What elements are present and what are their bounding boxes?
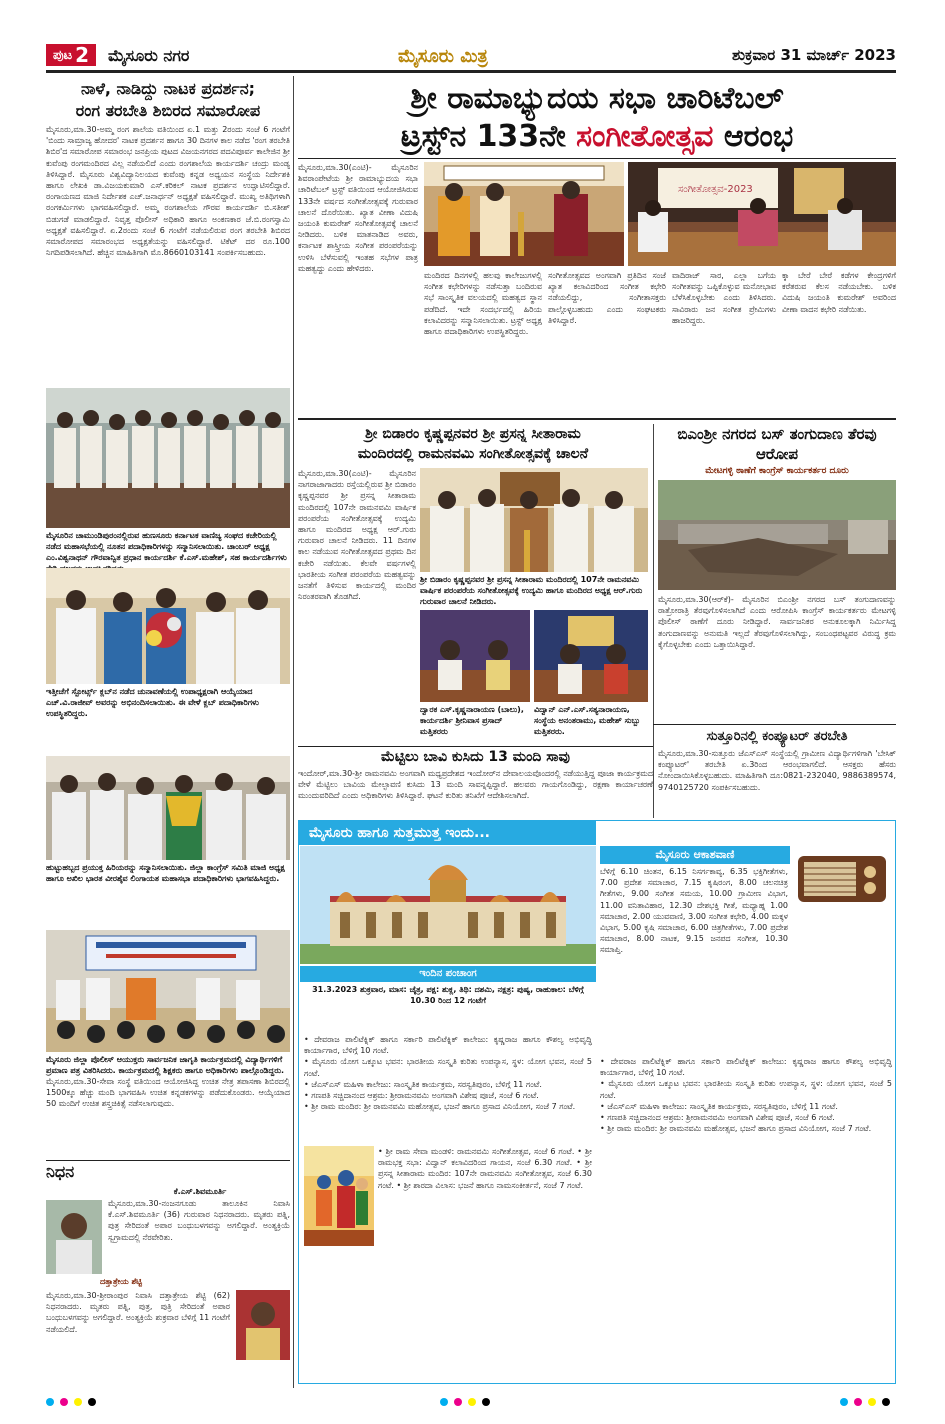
lead-headline-part-a: ಟ್ರಸ್ಟ್‌ನ 133ನೇ: [400, 119, 566, 154]
bus-shelter-photo: [658, 480, 896, 590]
bus-subhead: ಮೇಟಗಳ್ಳಿ ಠಾಣೆಗೆ ಕಾಂಗ್ರೆಸ್ ಕಾರ್ಯಕರ್ತರ ದೂರು: [705, 466, 849, 476]
sitarama-photo-violin: [534, 610, 648, 702]
chamber-caption: ಮೈಸೂರಿನ ಚಾಮುಂಡಿಪುರಂನಲ್ಲಿರುವ ಹುಣಸೂರು ಕರ್ನಾಟಕ ವಾಣಿಜ್ಯ ಸಂಘದ ಕಚೇರಿಯಲ್ಲಿ ನಡೆದ ಮಹಾಸಭೆಯಲ್ಲಿ ನೂತನ ಪದಾಧಿಕಾರಿಗಳನ್ನು ಸನ್ಮಾನಿಸಲಾಯಿತು. ಚಾಂಬರ್ ಅಧ್ಯಕ್ಷ ಎಂ.ವಿಶ್ವನಾಥನ್ ಗೌರವಾನ್ವಿತ ಪ್ರಧಾನ ಕಾರ್ಯದರ್ಶಿ ಕೆ.ಎಸ್.ಮಹೇಶ್, ಸಹ ಕಾರ್ಯದರ್ಶಿಗಳು: [46, 531, 287, 562]
sitarama-body: ಮೈಸೂರು,ಮಾ.30(ಎಂಟಿ)- ಮೈಸೂರಿನ ನಾಗರಾಜಾಗಾದರು ರಸ್ತೆಯಲ್ಲಿರುವ ಶ್ರೀ ಬಿಡಾರಂ ಕೃಷ್ಣಪ್ಪನವರ ಶ್ರೀ ಪ್ರಸನ್ನ ಸೀತಾರಾಮ ಮಂದಿರದಲ್ಲಿ 107ನೇ ರಾಮನವಮಿ ವಾರ್ಷಿಕ ಪರಂಪರೆಯ ಸಂಗೀತೋತ್ಸವಕ್ಕೆ ಉದ್ಯಮಿ ಹಾಗೂ ಮಂದಿರದ ಅಧ್ಯಕ್ಷ ಆರ್.ಗುರು ಗುರುವಾರ ಚಾಲನೆ ನೀಡಿದರು. 11 ದಿನಗಳ ಕಾಲ ನಡೆಯುವ ಸಂಗೀತೋತ್ಸವದ ಪ್ರಥಮ ದಿನ ಕಚೇರಿ ನಡೆಯಿತು. ಕೆಲವೇ ವರ್ಷಗಳಲ್ಲಿ ಭಾರತೀಯ ಸಂಗೀತ ಪರಂಪರೆಯ ಮಹತ್ವವನ್ನು ಜನತೆಗೆ ತಿಳಿಸುವ ಕಾರ್ಯದಲ್ಲಿ ಮಂದಿರ ನಿರಂತರವಾಗಿ ತೊಡಗಿದೆ.: [298, 469, 416, 602]
masthead: ಮೈಸೂರು ಮಿತ್ರ: [398, 46, 488, 67]
lead-headline-part-c: ಆರಂಭ: [723, 119, 794, 154]
svg-text:ಸಂಗೀತೋತ್ಸವ-2023: ಸಂಗೀತೋತ್ಸವ-2023: [678, 184, 753, 195]
sitarama-caption-2a: ದ್ವಾರಕ ಎಸ್.ಕೃಷ್ಣನಾರಾಯಣ (ಬಾಲು), ಕಾರ್ಯದರ್ಶಿ ಶ್ರೀನಿವಾಸ ಪ್ರಸಾದ್ ಮತ್ತಿತರರು: [420, 705, 524, 736]
lead-bottom-rule: [298, 418, 896, 420]
panchanga-title: ಇಂದಿನ ಪಂಚಾಂಗ: [300, 966, 596, 982]
page-number: 2: [75, 43, 89, 67]
palace-image: [300, 846, 596, 964]
header-rule: [46, 70, 896, 73]
today-panel-title: ಮೈಸೂರು ಹಾಗೂ ಸುತ್ತಮುತ್ತ ಇಂದು...: [299, 821, 596, 845]
lead-col-5: ಕ್ಕಾ ಬೇರೆ ಬೇರೆ ಕಡೆಗಳ ಕೇಂದ್ರಗಳಿಗೆ ಕರೆತರುವ ಕೆಲಸ ನಡೆಯಬೇಕು. ಬಳಿಕ ವಿದುಷಿ ಜಯಂತಿ ಕುಮರೇಶ್ ಅವರಿಂದ ವೀಣಾ ವಾದನ ಕಛೇರಿ ನಡೆಯಿತು.: [782, 271, 896, 314]
lead-headline-line2: [298, 118, 896, 156]
today-events: • ದೇವರಾಜ ಪಾಲಿಟೆಕ್ನಿಕ್ ಹಾಗೂ ಸರ್ಕಾರಿ ಪಾಲಿಟೆಕ್ನಿಕ್ ಕಾಲೇಜು: ಕೃಷ್ಣರಾಜ ಹಾಗೂ ಕೌಶಲ್ಯ ಅಭಿವೃದ್ಧಿ ಕಾರ್ಯಾಗಾರ, ಬೆಳಿಗ್ಗೆ 10 ಗಂಟೆ. • ಮೈಸೂರು ಯೋಗ ಒಕ್ಕೂಟ ಭವನ: ಭಾರತೀಯ ಸಂಸ್ಕೃತಿ ಕುರಿತು ಉಪನ್ಯಾಸ, ಸ್ಥಳ: ಯೋಗ ಭವನ, ಸಂಜೆ 5 ಗಂಟೆ. • ಜೆಎಸ್ಎಸ್ ಮಹಿಳಾ ಕಾಲೇಜು: ಸಾಂಸ್ಕೃತಿಕ ಕಾರ್ಯಕ್ರಮ, ಸರಸ್ವತಿಪುರಂ, ಬೆಳಿಗ್ಗೆ 11 ಗಂಟೆ. • ಗಣಪತಿ ಸಚ್ಚಿದಾನಂದ ಆಶ್ರಮ: ಶ್ರೀರಾಮನವಮಿ ಅಂಗವಾಗಿ ವಿಶೇಷ ಪೂಜೆ, ಸಂಜೆ 6 ಗಂಟೆ. • ಶ್ರೀ ರಾಮ ಮಂದಿರ: ಶ್ರೀ ರಾಮನವಮಿ ಮಹೋತ್ಸವ, ಭಜನೆ ಹಾಗೂ ಪ್ರಸಾದ ವಿನಿಯೋಗ, ಸಂಜೆ 7 ಗಂಟೆ.: [304, 1035, 592, 1112]
obituary-rule: [46, 1160, 290, 1161]
color-registration-right: [840, 1398, 890, 1408]
sitarama-headline-line2: ಮಂದಿರದಲ್ಲಿ ರಾಮನವಮಿ ಸಂಗೀತೋತ್ಸವಕ್ಕೆ ಚಾಲನೆ: [357, 446, 589, 462]
bus-headline: ಬಿಎಂಶ್ರೀ ನಗರದ ಬಸ್ ತಂಗುದಾಣ ತೆರವು ಆರೋಪ: [677, 425, 877, 463]
obituary-photo-2: [236, 1290, 290, 1360]
page-label: ಪುಟ: [53, 47, 73, 63]
section-title: ಮೈಸೂರು ನಗರ: [108, 46, 190, 65]
lead-photo-concert: [628, 162, 896, 266]
left-story-body: ಮೈಸೂರು,ಮಾ.30-ಅಮ್ಮ ರಂಗ ಶಾಲೆಯ ವತಿಯಿಂದ ಏ.1 ಮತ್ತು 2ರಂದು ಸಂಜೆ 6 ಗಂಟೆಗೆ 'ಬಿಂದು ಸಾಮ್ರಾಜ್ಯ ಹೋದರ' ನಾಟಕ ಪ್ರದರ್ಶನ ಹಾಗೂ 30 ದಿನಗಳ ಕಾಲ ನಡೆದ 'ರಂಗ ತರಬೇತಿ ಶಿಬಿರ'ದ ಸಮಾರೋಪ ಸಮಾರಂಭ ಜನಪ್ರಿಯ ಪುಟದ ವಿಜಯನಗರದ ಪದವಿಪೂರ್ವ ಕಾಲೇಜಿನ ಶ್ರೀ ಕುವೆಂಪು ರಂಗಮಂದಿರದ ವಿಲ್ಲ ನಡೆಯಲಿದೆ ಎಂದು ರಂಗಶಾಲೆಯ ಕಾರ್ಯದರ್ಶಿ ಚಂದ್ರು ಮಂಡ್ಯ ತಿಳಿಸಿದ್ದಾರೆ. ಮೈಸೂರು ವಿಶ್ವವಿದ್ಯಾನಿಲಯದ ಕುವೆಂಪು ಕನ್ನಡ ಅಧ್ಯಯನ ಸಂಸ್ಥೆಯ ನಿರ್ದೇಶಕಿ ಹಾಗೂ ಲೇಖಕಿ ಡಾ.ವಿಜಯಕುಮಾರಿ ಎಸ್.ಕರಿಕಲ್ ನಾಟಕ ಪ್ರದರ್ಶನ ಉದ್ಘಾಟಿಸಲಿದ್ದಾರೆ. ರಂಗಾಯಣದ ಮಾಜಿ ನಿರ್ದೇಶಕ ಎಚ್.ಜನಾರ್ಧನ್ ಅಧ್ಯಕ್ಷತೆ ವಹಿಸಲಿದ್ದಾರೆ. ಮುಖ್ಯ ಅತಿಥಿಗಳಾಗಿ ರಂಗಕರ್ಮಿಗಳು ಭಾಗವಹಿಸಲಿದ್ದಾರೆ. ಅಮ್ಮ ರಂಗಶಾಲೆಯ ಗೌರವ ಕಾರ್ಯದರ್ಶಿ ಬಿ.ಸತೀಶ್ ಬಿಡುಗಡೆ ಮಾಡಲಿದ್ದಾರೆ. ನಿವೃತ್ತ ಪೊಲೀಸ್ ಅಧಿಕಾರಿ ಹಾಗೂ ಅಂಕಣಕಾರ ಜೆ.ಬಿ.ರಂಗಸ್ವಾಮಿ ಅಧ್ಯಕ್ಷತೆ ವಹಿಸಲಿದ್ದಾರೆ. ಏ.2ರಂದು ಸಂಜೆ 6 ಗಂಟೆಗೆ ನಡೆಯಲಿರುವ ರಂಗ ತರಬೇತಿ ಶಿಬಿರದ ಸಮಾರೋಪದ ಸಮಾರಂಭದ ಅಧ್ಯಕ್ಷತೆಯನ್ನು ವಹಿಸಲಿದ್ದಾರೆ. ಟಿಕೆಟ್ ದರ ರೂ.100 ನಿಗದಿಪಡಿಸಲಾಗಿದೆ. ಹೆಚ್ಚಿನ ಮಾಹಿತಿಗಾಗಿ ಮೊ.8660103141 ಸಂಪರ್ಕಿಸಬಹುದು.: [46, 125, 290, 258]
bouquet-photo: [46, 568, 290, 684]
obituary-text-2: ಮೈಸೂರು,ಮಾ.30-ಶ್ರೀರಾಂಪುರ ನಿವಾಸಿ ದತ್ತಾತ್ರೇಯ ಶೆಟ್ಟಿ (62) ನಿಧನರಾದರು. ಮೃತರು ಪತ್ನಿ, ಪುತ್ರ, ಪುತ್ರಿ ಸೇರಿದಂತೆ ಅಪಾರ ಬಂಧುಬಳಗವನ್ನು ಅಗಲಿದ್ದಾರೆ. ಅಂತ್ಯಕ್ರಿಯೆ ಶುಕ್ರವಾರ ಬೆಳಿಗ್ಗೆ 11 ಗಂಟೆಗೆ ನಡೆಯಲಿದೆ.: [46, 1291, 230, 1334]
camp-photo: [46, 930, 290, 1052]
lead-rule: [298, 158, 896, 159]
obituary-text-1: ಮೈಸೂರು,ಮಾ.30-ನಂಜನಗೂಡು ತಾಲೂಕಿನ ನಿವಾಸಿ ಕೆ.ಎಸ್.ಶಿವಮೂರ್ತಿ (36) ಗುರುವಾರ ನಿಧನರಾದರು. ಮೃತರು ಪತ್ನಿ, ಪುತ್ರ ಸೇರಿದಂತೆ ಅಪಾರ ಬಂಧುಬಳಗವನ್ನು ಅಗಲಿದ್ದಾರೆ. ಅಂತ್ಯಕ್ರಿಯೆ ಸ್ವಗ್ರಾಮದಲ್ಲಿ ನೆರವೇರಿತು.: [108, 1199, 290, 1242]
lead-headline-line1: ಶ್ರೀ ರಾಮಾಭ್ಯುದಯ ಸಭಾ ಚಾರಿಟೆಬಲ್: [410, 81, 784, 116]
radio-schedule: ಬೆಳಿಗ್ಗೆ 6.10 ಚಿಂತನ, 6.15 ನಿಸರ್ಗಕಾವ್ಯ, 6.35 ಭಕ್ತಿಗೀತೆಗಳು, 7.00 ಪ್ರದೇಶ ಸಮಾಚಾರ, 7.15 ಕೃಷಿರಂಗ, 8.00 ಚಲನಚಿತ್ರ ಗೀತೆಗಳು, 9.00 ಸಂಗೀತ ಸಮಯ, 10.00 ಗ್ರಾಮೀಣ ವಿಭಾಗ, 11.00 ವನಿತಾವಿಹಾರ, 12.30 ದೇಶಭಕ್ತಿ ಗೀತೆ, ಮಧ್ಯಾಹ್ನ 1.00 ಸಮಾಚಾರ, 2.00 ಯುವವಾಣಿ, 3.00 ಸಂಗೀತ ಕಛೇರಿ, 4.00 ಮಕ್ಕಳ ವಿಭಾಗ, 5.00 ಕೃಷಿ ಸಮಾಚಾರ, 6.00 ಚಿತ್ರಗೀತೆಗಳು, 7.00 ಪ್ರದೇಶ ಸಮಾಚಾರ, 8.00 ನಾಟಕ, 9.15 ಜನಪದ ಸಂಗೀತ, 10.30 ಸಮಾಪ್ತಿ.: [600, 867, 788, 955]
bouquet-caption: ಇತ್ತೀಚೆಗೆ ಸ್ಪೋರ್ಟ್ಸ್ ಕ್ಲಬ್‌ನ ನಡೆದ ಚುನಾವಣೆಯಲ್ಲಿ ಉಪಾಧ್ಯಕ್ಷರಾಗಿ ಆಯ್ಕೆಯಾದ ಎಚ್.ವಿ.ರಾಜೀವ್ ಅವರನ್ನು ಅಭಿನಂದಿಸಲಾಯಿತು. ಈ ವೇಳೆ ಕ್ಲಬ್ ಪದಾಧಿಕಾರಿಗಳು ಉಪಸ್ಥಿತರಿದ್ದರು.: [46, 687, 259, 718]
lead-headline-part-b: ಸಂಗೀತೋತ್ಸವ: [576, 119, 714, 154]
radio-title: ಮೈಸೂರು ಆಕಾಶವಾಣಿ: [600, 846, 790, 864]
bus-body: ಮೈಸೂರು,ಮಾ.30(ಆರ್‌ಕೆ)- ಮೈಸೂರಿನ ಬಿಎಂಶ್ರೀ ನಗರದ ಬಸ್ ತಂಗುದಾಣವನ್ನು ರಾತ್ರೋರಾತ್ರಿ ತೆರವುಗೊಳಿಸಲಾಗಿದೆ ಎಂದು ಆರೋಪಿಸಿ ಕಾಂಗ್ರೆಸ್ ಕಾರ್ಯಕರ್ತರು ಮೇಟಗಳ್ಳಿ ಪೊಲೀಸ್ ಠಾಣೆಗೆ ದೂರು ನೀಡಿದ್ದಾರೆ. ಸಾರ್ವಜನಿಕರ ಅನುಕೂಲಕ್ಕಾಗಿ ನಿರ್ಮಿಸಿದ್ದ ತಂಗುದಾಣವನ್ನು ಅನುಮತಿ ಇಲ್ಲದೆ ತೆರವುಗೊಳಿಸಲಾಗಿದ್ದು, ಸಂಬಂಧಪಟ್ಟವರ ವಿರುದ್ಧ ಕ್ರಮ ಕೈಗೊಳ್ಳಬೇಕು ಎಂದು ಒತ್ತಾಯಿಸಿದ್ದಾರೆ.: [658, 595, 896, 649]
panchanga-text: 31.3.2023 ಶುಕ್ರವಾರ, ಮಾಸ: ಚೈತ್ರ, ಪಕ್ಷ: ಶುಕ್ಲ, ತಿಥಿ: ದಶಮಿ, ನಕ್ಷತ್ರ: ಪುಷ್ಯ, ರಾಹುಕಾಲ: ಬೆಳಿಗ್ಗೆ 10.30 ರಿಂದ 12 ಗಂಟೆಗೆ: [312, 985, 584, 1005]
left-headline: [46, 78, 290, 122]
obituary-name-1: ಕೆ.ಎಸ್.ಶಿವಮೂರ್ತಿ: [173, 1187, 227, 1196]
lead-col-4: ವಾದಿರಾಜ್ ಸಾರ, ಎಲ್ಲಾ ಬಗೆಯ ಸಂಗೀತವನ್ನು ಒಪ್ಪಿಕೊಳ್ಳುವ ಮನೋಭಾವ ಬೆಳೆಸಿಕೊಳ್ಳಬೇಕು ಎಂದು ತಿಳಿಸಿದರು. ಸಾವಿರಾರು ಜನ ಸಂಗೀತ ಪ್ರೇಮಿಗಳು ಹಾಜರಿದ್ದರು.: [672, 271, 776, 325]
left-headline-line2: ರಂಗ ತರಬೇತಿ ಶಿಬಿರದ ಸಮಾರೋಪ: [75, 101, 261, 120]
lead-col-1: ಮೈಸೂರು,ಮಾ.30(ಎಂಟಿ)- ಮೈಸೂರಿನ ಶಿವರಾಂಪೇಟೆಯ ಶ್ರೀ ರಾಮಾಭ್ಯುದಯ ಸಭಾ ಚಾರಿಟೆಬಲ್ ಟ್ರಸ್ಟ್ ವತಿಯಿಂದ ಆಯೋಜಿಸಿರುವ 133ನೇ ವರ್ಷದ ಸಂಗೀತೋತ್ಸವಕ್ಕೆ ಗುರುವಾರ ಚಾಲನೆ ದೊರೆಯಿತು. ಖ್ಯಾತ ವೀಣಾ ವಿದುಷಿ ಜಯಂತಿ ಕುಮರೇಶ್ ಸಂಗೀತೋತ್ಸವಕ್ಕೆ ಚಾಲನೆ ನೀಡಿದರು. ಬಳಿಕ ಮಾತನಾಡಿದ ಅವರು, ಕರ್ನಾಟಕ ಶಾಸ್ತ್ರೀಯ ಸಂಗೀತ ಪರಂಪರೆಯನ್ನು ಉಳಿಸಿ ಬೆಳೆಸುವಲ್ಲಿ ಇಂತಹ ಸಭೆಗಳ ಪಾತ್ರ ಮಹತ್ವದ್ದು ಎಂದು ಹೇಳಿದರು.: [298, 163, 418, 273]
obituary-title: ನಿಧನ: [46, 1162, 75, 1181]
computer-rule: [653, 724, 896, 725]
group-photo-chamber: [46, 388, 290, 528]
well-rule: [298, 746, 653, 747]
well-headline: ಮೆಟ್ಟಿಲು ಬಾವಿ ಕುಸಿದು 13 ಮಂದಿ ಸಾವು: [381, 749, 570, 765]
sitarama-photo-vocal: [420, 610, 530, 702]
today-events-3: • ದೇವರಾಜ ಪಾಲಿಟೆಕ್ನಿಕ್ ಹಾಗೂ ಸರ್ಕಾರಿ ಪಾಲಿಟೆಕ್ನಿಕ್ ಕಾಲೇಜು: ಕೃಷ್ಣರಾಜ ಹಾಗೂ ಕೌಶಲ್ಯ ಅಭಿವೃದ್ಧಿ ಕಾರ್ಯಾಗಾರ, ಬೆಳಿಗ್ಗೆ 10 ಗಂಟೆ. • ಮೈಸೂರು ಯೋಗ ಒಕ್ಕೂಟ ಭವನ: ಭಾರತೀಯ ಸಂಸ್ಕೃತಿ ಕುರಿತು ಉಪನ್ಯಾಸ, ಸ್ಥಳ: ಯೋಗ ಭವನ, ಸಂಜೆ 5 ಗಂಟೆ. • ಜೆಎಸ್ಎಸ್ ಮಹಿಳಾ ಕಾಲೇಜು: ಸಾಂಸ್ಕೃತಿಕ ಕಾರ್ಯಕ್ರಮ, ಸರಸ್ವತಿಪುರಂ, ಬೆಳಿಗ್ಗೆ 11 ಗಂಟೆ. • ಗಣಪತಿ ಸಚ್ಚಿದಾನಂದ ಆಶ್ರಮ: ಶ್ರೀರಾಮನವಮಿ ಅಂಗವಾಗಿ ವಿಶೇಷ ಪೂಜೆ, ಸಂಜೆ 6 ಗಂಟೆ. • ಶ್ರೀ ರಾಮ ಮಂದಿರ: ಶ್ರೀ ರಾಮನವಮಿ ಮಹೋತ್ಸವ, ಭಜನೆ ಹಾಗೂ ಪ್ರಸಾದ ವಿನಿಯೋಗ, ಸಂಜೆ 7 ಗಂಟೆ.: [600, 1057, 892, 1134]
computer-body: ಮೈಸೂರು,ಮಾ.30-ಸುತ್ತೂರು ಜೆಎಸ್‌ಎಸ್ ಸಂಸ್ಥೆಯಲ್ಲಿ ಗ್ರಾಮೀಣ ವಿದ್ಯಾರ್ಥಿಗಳಿಗಾಗಿ 'ಬೇಸಿಕ್ ಕಂಪ್ಯೂಟರ್' ತರಬೇತಿ ಏ.3ರಿಂದ ಆರಂಭವಾಗಲಿದೆ. ಆಸಕ್ತರು ಹೆಸರು ನೋಂದಾಯಿಸಿಕೊಳ್ಳಬಹುದು. ಮಾಹಿತಿಗಾಗಿ ದೂ:0821-232040, 9886389574, 9740125720 ಸಂಪರ್ಕಿಸಬಹುದು.: [658, 749, 896, 792]
camp-caption: ಮೈಸೂರು ಜಿಲ್ಲಾ ಪೊಲೀಸ್ ಆಯುಕ್ತರು ಸಾರ್ವಜನಿಕ ಜಾಗೃತಿ ಕಾರ್ಯಕ್ರಮದಲ್ಲಿ ವಿದ್ಯಾರ್ಥಿಗಳಿಗೆ ಪ್ರಮಾಣ ಪತ್ರ ವಿತರಿಸಿದರು. ಕಾರ್ಯಕ್ರಮದಲ್ಲಿ ಶಿಕ್ಷಕರು ಹಾಗೂ ಅಧಿಕಾರಿಗಳು ಪಾಲ್ಗೊಂಡಿದ್ದರು.: [46, 1055, 285, 1075]
color-registration-center: [440, 1398, 490, 1408]
color-registration-left: [46, 1398, 96, 1408]
lead-photo-lamp: [424, 162, 624, 266]
lead-col-2: ಮಂದಿರದ ದಿನಗಳಲ್ಲಿ ಹಲವು ಕಾಲೇಜುಗಳಲ್ಲಿ ಸಂಗೀತ ಕಛೇರಿಗಳನ್ನು ನಡೆಸುತ್ತಾ ಬಂದಿರುವ ಸಭೆ ಸಾಂಸ್ಕೃತಿಕ ವಲಯದಲ್ಲಿ ಮಹತ್ವದ ಸ್ಥಾನ ಪಡೆದಿದೆ. ಇದೇ ಸಂದರ್ಭದಲ್ಲಿ ಹಿರಿಯ ಕಲಾವಿದರನ್ನು ಸನ್ಮಾನಿಸಲಾಯಿತು. ಟ್ರಸ್ಟ್ ಅಧ್ಯಕ್ಷ ಹಾಗೂ ಪದಾಧಿಕಾರಿಗಳು ಉಪಸ್ಥಿತರಿದ್ದರು.: [424, 271, 542, 337]
page-number-badge: [46, 44, 96, 66]
obituary-name-2: ದತ್ತಾತ್ರೇಯ ಶೆಟ್ಟಿ: [100, 1277, 142, 1286]
mid-divider: [653, 424, 654, 818]
column-divider: [293, 76, 294, 1388]
lead-headline: [298, 80, 896, 156]
obituary-photo-1: [46, 1200, 102, 1274]
sitarama-headline-line1: ಶ್ರೀ ಬಿಡಾರಂ ಕೃಷ್ಣಪ್ಪನವರ ಶ್ರೀ ಪ್ರಸನ್ನ ಸೀತಾರಾಮ: [365, 426, 581, 442]
camp-story-body: ಮೈಸೂರು,ಮಾ.30-ಸೇವಾ ಸಂಸ್ಥೆ ವತಿಯಿಂದ ಆಯೋಜಿಸಿದ್ದ ಉಚಿತ ನೇತ್ರ ತಪಾಸಣಾ ಶಿಬಿರದಲ್ಲಿ 1500ಕ್ಕೂ ಹೆಚ್ಚು ಮಂದಿ ಭಾಗವಹಿಸಿ ಉಚಿತ ಕನ್ನಡಕಗಳನ್ನು ಪಡೆದುಕೊಂಡರು. ಆಯ್ಕೆಯಾದ 50 ಮಂದಿಗೆ ಉಚಿತ ಶಸ್ತ್ರಚಿಕಿತ್ಸೆ ನಡೆಸಲಾಗುವುದು.: [46, 1077, 290, 1109]
sitarama-caption-2b: ವಿದ್ವಾನ್ ಎನ್.ಎಸ್.ಸತ್ಯನಾರಾಯಣ, ಸಂಸ್ಥೆಯ ಅನಂತರಾಮು, ಮಹೇಶ್ ಸುಬ್ಬು ಮತ್ತಿತರರು.: [534, 705, 641, 736]
felicitation-photo: [46, 756, 290, 860]
sitarama-caption-1: ಶ್ರೀ ಬಿಡಾರಂ ಕೃಷ್ಣಪ್ಪನವರ ಶ್ರೀ ಪ್ರಸನ್ನ ಸೀತಾರಾಮ ಮಂದಿರದಲ್ಲಿ 107ನೇ ರಾಮನವಮಿ ವಾರ್ಷಿಕ ಪರಂಪರೆಯ ಸಂಗೀತೋತ್ಸವಕ್ಕೆ ಉದ್ಯಮಿ ಹಾಗೂ ಮಂದಿರದ ಅಧ್ಯಕ್ಷ ಆರ್.ಗುರು ಗುರುವಾರ ಚಾಲನೆ ನೀಡಿದರು.: [420, 575, 643, 606]
well-body: ಇಂದೋರ್,ಮಾ.30-ಶ್ರೀ ರಾಮನವಮಿ ಅಂಗವಾಗಿ ಮಧ್ಯಪ್ರದೇಶದ ಇಂದೋರ್‌ನ ದೇವಾಲಯವೊಂದರಲ್ಲಿ ನಡೆಯುತ್ತಿದ್ದ ಪೂಜಾ ಕಾರ್ಯಕ್ರಮದ ವೇಳೆ ಮೆಟ್ಟಿಲು ಬಾವಿಯ ಮೇಲ್ಛಾವಣಿ ಕುಸಿದು 13 ಮಂದಿ ಸಾವನ್ನಪ್ಪಿದ್ದಾರೆ. ಹಲವರು ಗಾಯಗೊಂಡಿದ್ದು, ರಕ್ಷಣಾ ಕಾರ್ಯಾಚರಣೆ ಮುಂದುವರಿದಿದೆ ಎಂದು ಅಧಿಕಾರಿಗಳು ತಿಳಿಸಿದ್ದಾರೆ. ಘಟನೆ ಕುರಿತು ತನಿಖೆಗೆ ಆದೇಶಿಸಲಾಗಿದೆ.: [298, 769, 653, 801]
sitarama-headline: [298, 424, 648, 464]
computer-headline: ಸುತ್ತೂರಿನಲ್ಲಿ ಕಂಪ್ಯೂಟರ್ ತರಬೇತಿ: [706, 729, 848, 744]
left-headline-line1: ನಾಳೆ, ನಾಡಿದ್ದು ನಾಟಕ ಪ್ರದರ್ಶನ;: [80, 79, 255, 98]
lead-col-3: ಸಂಗೀತೋತ್ಸವದ ಅಂಗವಾಗಿ ಪ್ರತಿದಿನ ಸಂಜೆ ಖ್ಯಾತ ಕಲಾವಿದರಿಂದ ಸಂಗೀತ ಕಛೇರಿ ನಡೆಯಲಿದ್ದು, ಸಂಗೀತಾಸಕ್ತರು ಪಾಲ್ಗೊಳ್ಳಬಹುದು ಎಂದು ಸಂಘಟಕರು ತಿಳಿಸಿದ್ದಾರೆ.: [548, 271, 666, 325]
today-events-2: • ಶ್ರೀ ರಾಮ ಸೇವಾ ಮಂಡಳಿ: ರಾಮನವಮಿ ಸಂಗೀತೋತ್ಸವ, ಸಂಜೆ 6 ಗಂಟೆ. • ಶ್ರೀ ರಾಮಭಕ್ತ ಸಭಾ: ವಿದ್ವಾನ್ ಕಲಾವಿದರಿಂದ ಗಾಯನ, ಸಂಜೆ 6.30 ಗಂಟೆ. • ಶ್ರೀ ಪ್ರಸನ್ನ ಸೀತಾರಾಮ ಮಂದಿರ: 107ನೇ ರಾಮನವಮಿ ಸಂಗೀತೋತ್ಸವ, ಸಂಜೆ 6.30 ಗಂಟೆ. • ಶ್ರೀ ಶಾರದಾ ವಿಲಾಸ: ಭಜನೆ ಹಾಗೂ ನಾಮಸಂಕೀರ್ತನೆ, ಸಂಜೆ 7 ಗಂಟೆ.: [378, 1147, 592, 1190]
date-line: ಶುಕ್ರವಾರ 31 ಮಾರ್ಚ್ 2023: [732, 46, 896, 64]
rama-image: [304, 1146, 374, 1246]
sitarama-photo-lamp: [420, 468, 648, 572]
radio-icon: [792, 848, 892, 908]
felicitation-caption: ಹುಟ್ಟುಹಬ್ಬದ ಪ್ರಯುಕ್ತ ಹಿರಿಯರನ್ನು ಸನ್ಮಾನಿಸಲಾಯಿತು. ಜಿಲ್ಲಾ ಕಾಂಗ್ರೆಸ್ ಸಮಿತಿ ಮಾಜಿ ಅಧ್ಯಕ್ಷ ಹಾಗೂ ಅಖಿಲ ಭಾರತ ವೀರಶೈವ ಲಿಂಗಾಯತ ಮಹಾಸಭಾ ಪದಾಧಿಕಾರಿಗಳು ಭಾಗವಹಿಸಿದ್ದರು.: [46, 863, 285, 883]
